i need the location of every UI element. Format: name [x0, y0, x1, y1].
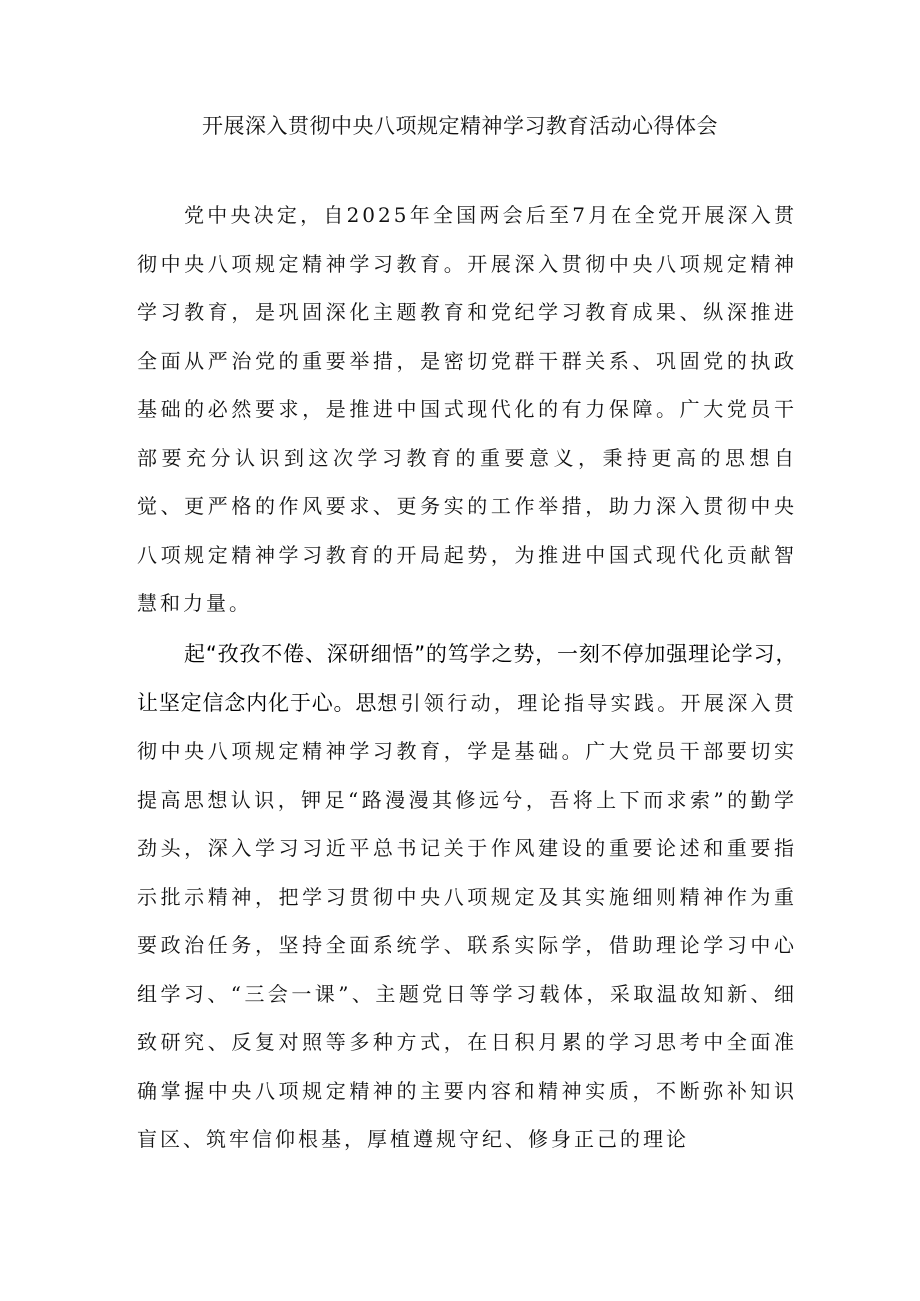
document-title: 开展深入贯彻中央八项规定精神学习教育活动心得体会: [202, 114, 718, 138]
body-paragraph-1: 党中央决定，自2025年全国两会后至7月在全党开展深入贯彻中央八项规定精神学习教育。开展深入贯彻中央八项规定精神学习教育，是巩固深化主题教育和党纪学习教育成果、纵深推进全面从严治党的重要举措，是密切党群干群关系、巩固党的执政基础的必然要求，是推进中国式现代化的有力保障。广大党员干部要充分认识到这次学习教育的重要意义，秉持更高的思想自觉、更严格的作风要求、更务实的工作举措，助力深入贯彻中央八项规定精神学习教育的开局起势，为推进中国式现代化贡献智慧和力量。: [137, 203, 797, 615]
paragraph-lead-sentence: 起“孜孜不倦、深研细悟”的笃学之势，一刻不停加强理论学习，让坚定信念内化于心。思: [137, 642, 797, 715]
body-paragraph-2: [137, 630, 797, 1164]
paragraph-body-text: 想引领行动，理论指导实践。开展深入贯彻中央八项规定精神学习教育，学是基础。广大党员干部要切实提高思想认识，钾足“路漫漫其修远兮，吾将上下而求索”的勤学劲头，深入学习习近平总书记关于作风建设的重要论述和重要指示批示精神，把学习贯彻中央八项规定及其实施细则精神作为重要政治任务，坚持全面系统学、联系实际学，借助理论学习中心组学习、“三会一课”、主题党日等学习载体，采取温故知新、细致研究、反复对照等多种方式，在日积月累的学习思考中全面准确掌握中央八项规定精神的主要内容和精神实质，不断弥补知识盲区、筑牢信仰根基，厚植遵规守纪、修身正己的理论: [137, 690, 798, 1151]
